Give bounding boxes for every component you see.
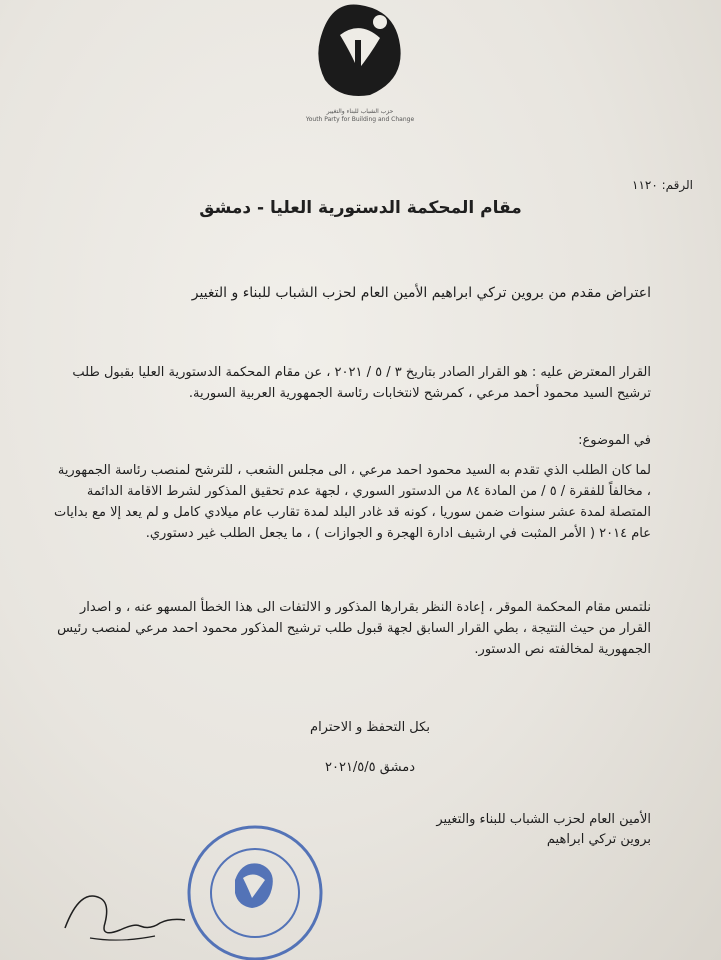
handwritten-signature-icon	[60, 868, 190, 948]
addressee-heading: مقام المحكمة الدستورية العليا - دمشق	[199, 198, 522, 218]
party-logo-icon	[300, 0, 420, 160]
signature-title: الأمين العام لحزب الشباب للبناء والتغيير	[436, 812, 651, 827]
date-line: دمشق ٢٠٢١/٥/٥	[325, 760, 415, 775]
party-name: حزب الشباب للبناء والتغيير	[326, 108, 394, 115]
signature-name: بروين تركي ابراهيم	[546, 832, 651, 847]
party-stamp-icon	[180, 818, 330, 960]
party-subline: Youth Party for Building and Change	[305, 116, 415, 123]
topic-heading: في الموضوع:	[578, 433, 651, 448]
contested-decision-paragraph: القرار المعترض عليه : هو القرار الصادر بتاريخ ٣ / ٥ / ٢٠٢١ ، عن مقام المحكمة الدستورية العليا بقبول طلب ترشيح السيد محمود أحمد مرعي ، كمرشح لانتخابات رئاسة الجمهورية العربية السورية.	[72, 365, 651, 401]
topic-body-paragraph: لما كان الطلب الذي تقدم به السيد محمود احمد مرعي ، الى مجلس الشعب ، للترشح لمنصب رئاسة الجمهورية ، مخالفاً للفقرة / ٥ / من المادة ٨٤ من الدستور السوري ، لجهة عدم تحقيق المذكور لشرط الاقامة الدائمة المتصلة لمدة عشر سنوات ضمن سوريا ، كونه قد غادر البلد لمدة تقارب عام ميلادي كامل و لم يعد إلا مع بدايات عام ٢٠١٤ ( الأمر المثبت في ارشيف ادارة الهجرة و الجوازات ) ، ما يجعل الطلب غير دستوري.	[54, 463, 651, 541]
closing-line: بكل التحفظ و الاحترام	[310, 720, 430, 735]
subject-line: اعتراض مقدم من بروين تركي ابراهيم الأمين العام لحزب الشباب للبناء و التغيير	[191, 285, 651, 301]
reference-number: الرقم: ١١٢٠	[632, 178, 693, 192]
request-paragraph: نلتمس مقام المحكمة الموقر ، إعادة النظر بقرارها المذكور و الالتفات الى هذا الخطأ المسهو عنه ، و اصدار القرار من حيث النتيجة ، بطي القرار السابق لجهة قبول طلب ترشيح المذكور محمود احمد مرعي لمنصب رئيس الجمهورية لمخالفته نص الدستور.	[57, 600, 651, 657]
letterhead-text	[300, 108, 420, 124]
